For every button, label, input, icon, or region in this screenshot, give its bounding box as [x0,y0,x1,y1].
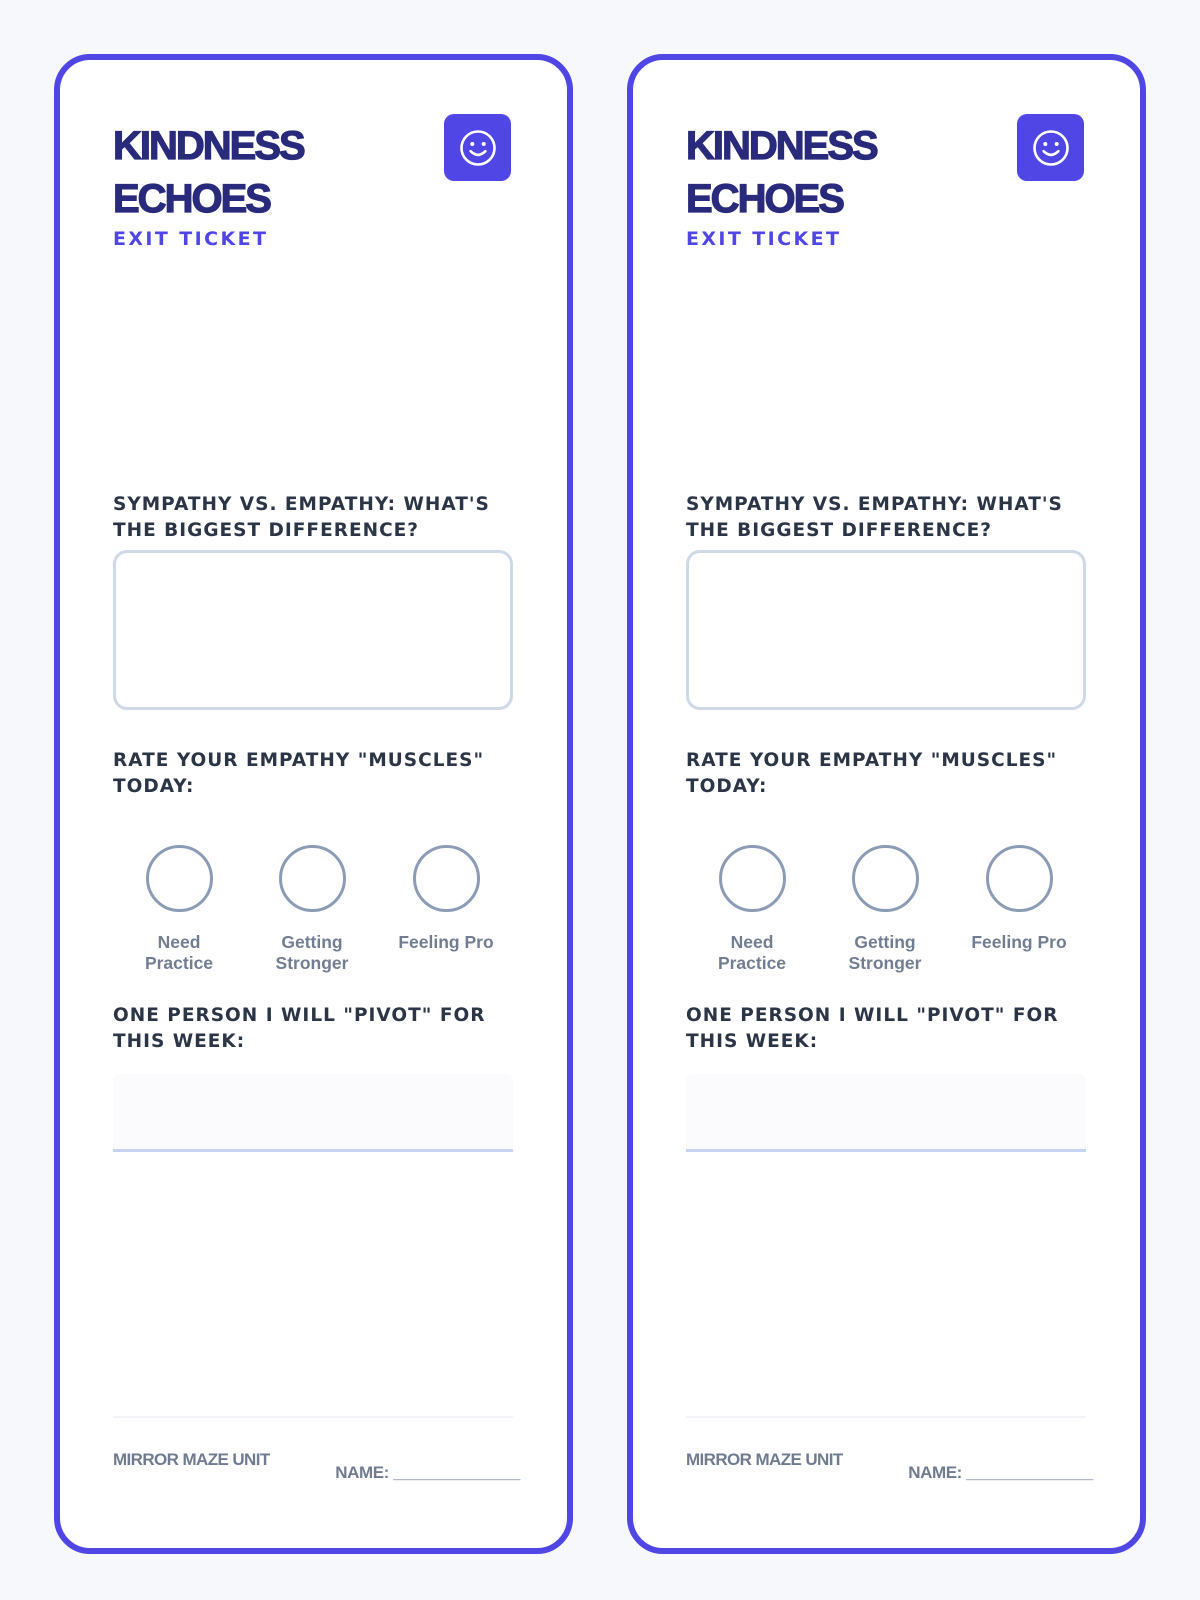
unit-label: MIRROR MAZE UNIT [113,1450,270,1469]
title-line-2: ECHOES [686,177,843,221]
pivot-person-field[interactable] [686,1074,1086,1152]
rating-circle[interactable] [719,845,786,912]
rating-label: Getting Stronger [848,932,922,973]
question-pivot-person: ONE PERSON I WILL "PIVOT" FOR THIS WEEK: [113,1005,486,1052]
exit-ticket-card [627,54,1146,1554]
rating-option-getting-stronger[interactable] [257,845,367,974]
empathy-rating-scale [113,845,513,985]
question-pivot-person: ONE PERSON I WILL "PIVOT" FOR THIS WEEK: [686,1005,1059,1052]
empathy-rating-scale [686,845,1086,985]
ticket-subtitle: EXIT TICKET [113,228,269,250]
footer-divider [686,1416,1086,1418]
rating-option-feeling-pro[interactable] [964,845,1074,953]
rating-option-getting-stronger[interactable] [830,845,940,974]
title-line-2: ECHOES [113,177,270,221]
question-sympathy-empathy: SYMPATHY VS. EMPATHY: WHAT'S THE BIGGEST DIFFERENCE? [686,494,1063,541]
rating-circle[interactable] [986,845,1053,912]
smiley-face-icon [1017,114,1084,181]
footer-divider [113,1416,513,1418]
rating-option-need-practice[interactable] [124,845,234,974]
rating-circle[interactable] [852,845,919,912]
ticket-title [686,120,986,226]
question-rate-empathy: RATE YOUR EMPATHY "MUSCLES" TODAY: [686,750,1058,797]
smiley-face-icon [444,114,511,181]
rating-label: Getting Stronger [275,932,349,973]
rating-label: Need Practice [144,932,214,973]
rating-circle[interactable] [279,845,346,912]
title-line-1: KINDNESS [113,124,304,168]
difference-answer-box[interactable] [113,550,513,710]
difference-answer-box[interactable] [686,550,1086,710]
ticket-subtitle: EXIT TICKET [686,228,842,250]
name-line[interactable]: NAME: ______________ [335,1463,520,1482]
question-sympathy-empathy: SYMPATHY VS. EMPATHY: WHAT'S THE BIGGEST DIFFERENCE? [113,494,490,541]
ticket-title [113,120,413,226]
rating-option-need-practice[interactable] [697,845,807,974]
unit-label: MIRROR MAZE UNIT [686,1450,843,1469]
pivot-person-field[interactable] [113,1074,513,1152]
name-line[interactable]: NAME: ______________ [908,1463,1093,1482]
rating-circle[interactable] [146,845,213,912]
exit-ticket-card [54,54,573,1554]
title-line-1: KINDNESS [686,124,877,168]
rating-circle[interactable] [413,845,480,912]
question-rate-empathy: RATE YOUR EMPATHY "MUSCLES" TODAY: [113,750,485,797]
rating-option-feeling-pro[interactable] [391,845,501,953]
rating-label: Feeling Pro [971,932,1067,952]
rating-label: Need Practice [717,932,787,973]
rating-label: Feeling Pro [398,932,494,952]
